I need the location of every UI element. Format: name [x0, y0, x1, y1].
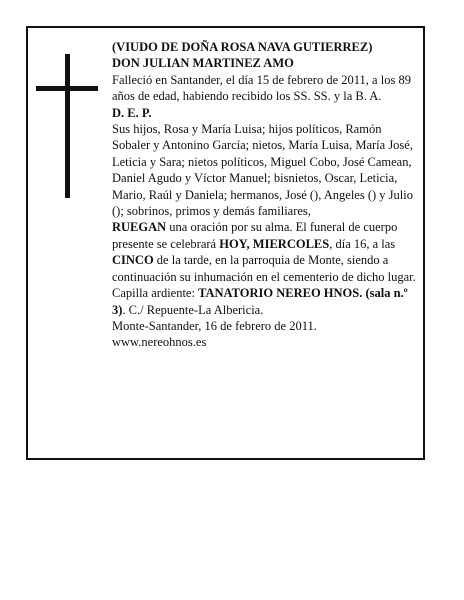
dep-line: D. E. P.	[112, 105, 152, 120]
cross-vertical-bar	[65, 54, 70, 198]
latin-cross-icon	[36, 54, 98, 198]
funeral-text-3: de la tarde, en la parroquia de Monte, siendo a continuación su inhumación en el cementerio de dicho lugar. Capilla ardiente:	[112, 253, 416, 301]
family-paragraph: Sus hijos, Rosa y María Luisa; hijos políticos, Ramón Sobaler y Antonino García; nietos, María Luisa, María José, Leticia y Sara; nietos políticos, Miguel Cobo, José Camean, Daniel Agudo y Víctor Manuel; bisnietos, Oscar, Leticia, Mario, Raúl y Daniela; hermanos, José (), Angeles () y Julio (); sobrinos, primos y demás familiares,	[112, 122, 413, 219]
chapel-name: TANATORIO NEREO HNOS. (sala n.º 3)	[112, 286, 408, 317]
death-statement: Falleció en Santander, el día 15 de febrero de 2011, a los 89 años de edad, habiendo recibido los SS. SS. y la B. A.	[112, 72, 411, 104]
funeral-text-1: una oración por su alma. El funeral de cuerpo presente se celebrará	[112, 220, 398, 251]
deceased-name: DON JULIAN MARTINEZ AMO	[112, 56, 294, 71]
obituary-text	[112, 39, 422, 351]
website-line: www.nereohnos.es	[112, 335, 207, 350]
widower-line: (VIUDO DE DOÑA ROSA NAVA GUTIERREZ)	[112, 40, 373, 54]
funeral-text-4: . C./ Repuente-La Albericia.	[122, 302, 264, 317]
place-date: Monte-Santander, 16 de febrero de 2011.	[112, 318, 317, 333]
funeral-text-2: , día 16, a las	[329, 236, 396, 251]
funeral-hour: CINCO	[112, 253, 154, 268]
cross-horizontal-bar	[36, 86, 98, 91]
funeral-day: HOY, MIERCOLES	[219, 236, 330, 251]
funeral-paragraph	[112, 219, 422, 317]
ruegan-word: RUEGAN	[112, 220, 167, 235]
